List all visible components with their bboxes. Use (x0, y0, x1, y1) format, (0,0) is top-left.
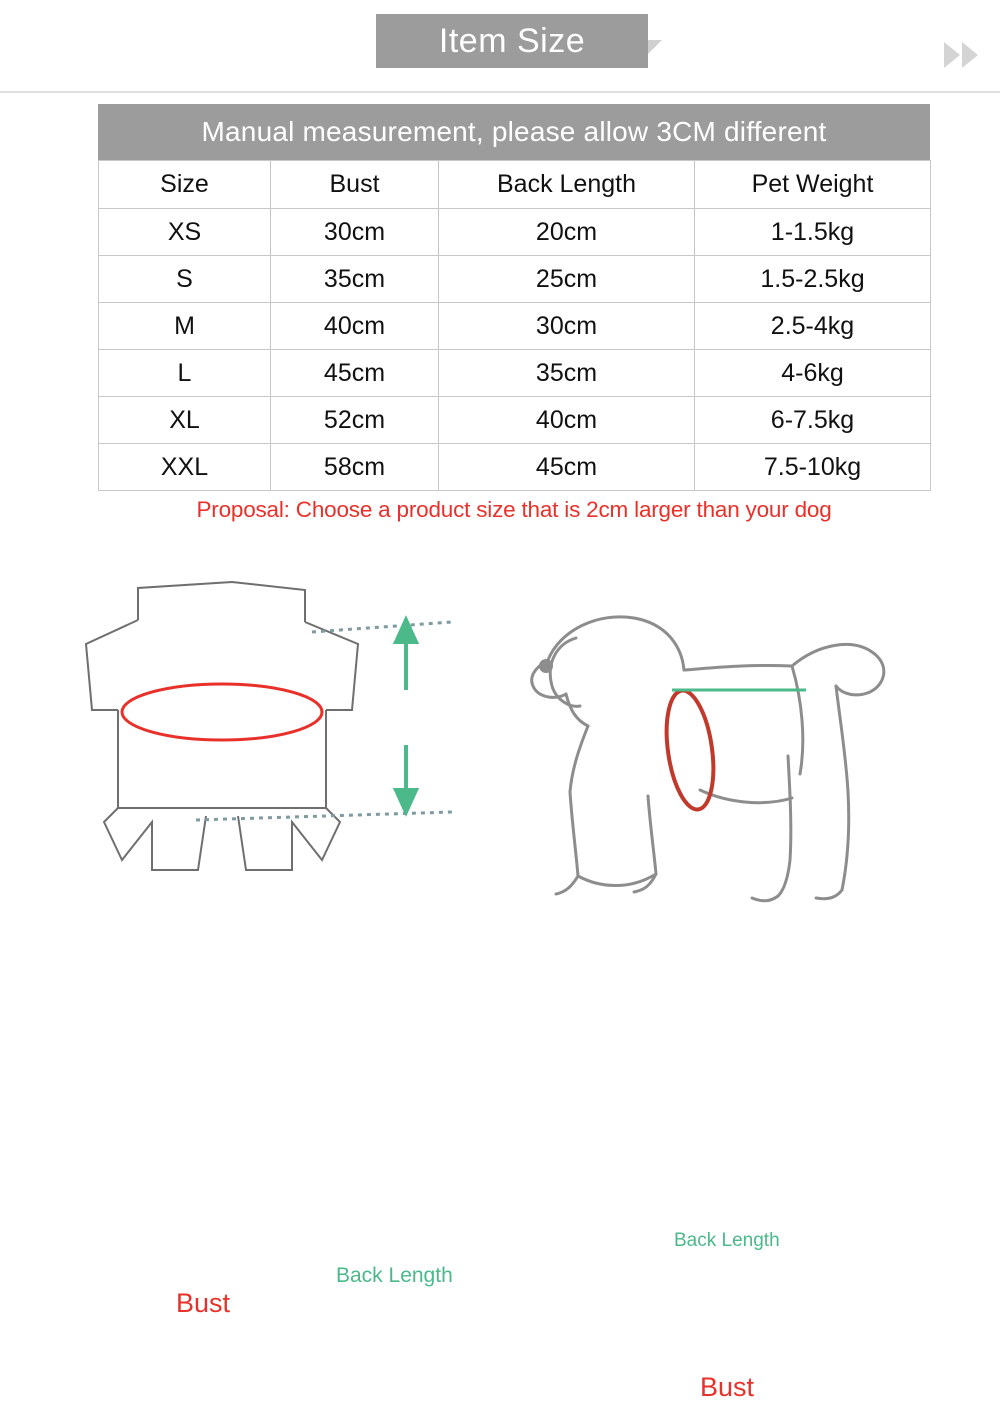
cell-pet-weight: 7.5-10kg (695, 444, 931, 491)
cell-bust: 35cm (271, 256, 439, 303)
proposal-note: Proposal: Choose a product size that is 2cm larger than your dog (196, 497, 832, 522)
dog-back-length-label: Back Length (674, 1230, 780, 1251)
column-header-back-length: Back Length (439, 161, 695, 209)
cell-back-length: 25cm (439, 256, 695, 303)
cell-back-length: 40cm (439, 397, 695, 444)
column-header-size: Size (99, 161, 271, 209)
table-row (99, 209, 931, 256)
cell-back-length: 20cm (439, 209, 695, 256)
cell-back-length: 45cm (439, 444, 695, 491)
measurement-note: Manual measurement, please allow 3CM different (98, 104, 930, 160)
cell-size: M (99, 303, 271, 350)
column-header-bust: Bust (271, 161, 439, 209)
cell-bust: 45cm (271, 350, 439, 397)
cell-bust: 30cm (271, 209, 439, 256)
cell-pet-weight: 1-1.5kg (695, 209, 931, 256)
cell-back-length: 35cm (439, 350, 695, 397)
dog-bust-ellipse (660, 688, 720, 813)
measurement-diagrams (0, 560, 1000, 1402)
cell-pet-weight: 6-7.5kg (695, 397, 931, 444)
cell-size: XL (99, 397, 271, 444)
diagram-svg (0, 560, 1000, 1000)
garment-illustration (86, 582, 358, 870)
table-row (99, 397, 931, 444)
bust-ellipse-dashed (122, 684, 322, 712)
table-row (99, 444, 931, 491)
cell-size: L (99, 350, 271, 397)
column-header-pet-weight: Pet Weight (695, 161, 931, 209)
header-banner (0, 0, 1000, 92)
garment-bust-label: Bust (176, 1288, 231, 1318)
page-title: Item Size (438, 21, 586, 60)
garment-back-length-label: Back Length (336, 1264, 453, 1287)
cell-pet-weight: 4-6kg (695, 350, 931, 397)
cell-pet-weight: 2.5-4kg (695, 303, 931, 350)
guide-line-top (312, 622, 452, 632)
header-tab-shadow (648, 40, 662, 54)
cell-size: S (99, 256, 271, 303)
header-divider (0, 91, 1000, 93)
cell-bust: 52cm (271, 397, 439, 444)
cell-bust: 40cm (271, 303, 439, 350)
dog-bust-label: Bust (700, 1372, 755, 1402)
bust-ellipse (122, 684, 322, 740)
dog-illustration (532, 617, 884, 901)
header-tab (376, 14, 648, 68)
table-row (99, 256, 931, 303)
size-table (98, 160, 931, 491)
cell-size: XXL (99, 444, 271, 491)
guide-line-bottom (196, 812, 452, 820)
cell-pet-weight: 1.5-2.5kg (695, 256, 931, 303)
cell-bust: 58cm (271, 444, 439, 491)
table-row (99, 303, 931, 350)
double-chevron-right-icon (944, 42, 978, 68)
cell-back-length: 30cm (439, 303, 695, 350)
table-row (99, 350, 931, 397)
table-header-row (99, 161, 931, 209)
back-length-arrow (396, 620, 416, 812)
size-chart (98, 104, 930, 523)
cell-size: XS (99, 209, 271, 256)
